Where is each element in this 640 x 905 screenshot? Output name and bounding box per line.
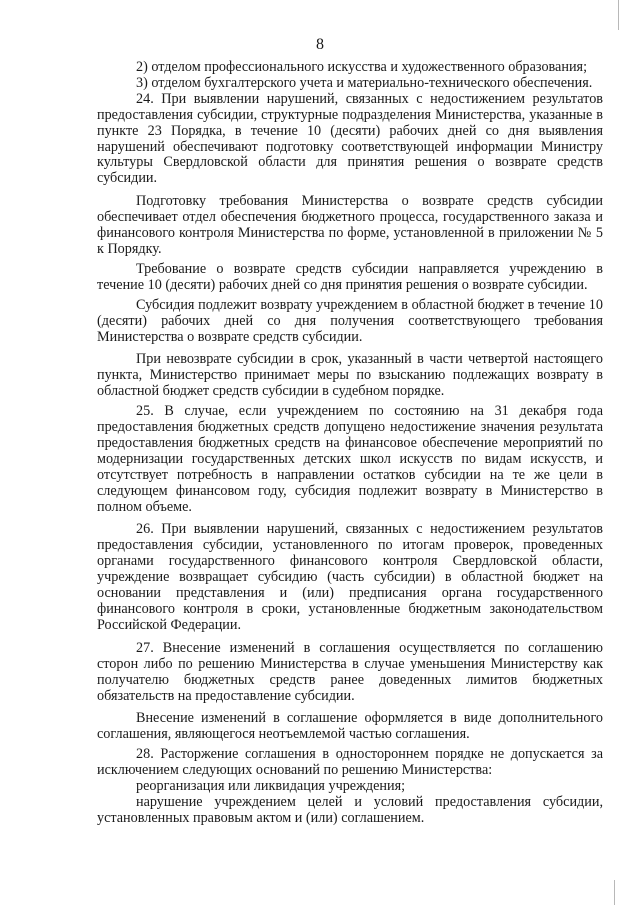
list-item: реорганизация или ликвидация учреждения;	[136, 778, 406, 795]
paragraph: Подготовку требования Министерства о возврате средств субсидии обеспечивает отдел обеспечения бюджетного процесса, государственного заказа и финансового контроля Министерства по форме, установленной в приложении № 5 к Порядку.	[97, 193, 603, 257]
clause-28: 28. Расторжение соглашения в одностороннем порядке не допускается за исключением следующих оснований по решению Министерства:	[97, 746, 603, 779]
clause-24: 24. При выявлении нарушений, связанных с недостижением результатов предоставления субсидии, структурные подразделения Министерства, указанные в пункте 23 Порядка, в течение 10 (десяти) рабочих дней со дня выявления нарушений обеспечивают подготовку соответствующей информации Министру культуры Свердловской области для принятия решения о возврате средств субсидии.	[97, 90, 603, 187]
document-body	[97, 60, 603, 827]
paragraph: Субсидия подлежит возврату учреждением в областной бюджет в течение 10 (десяти) рабочих дней со дня получения соответствующего требования Министерства о возврате средств субсидии.	[97, 296, 603, 345]
paragraph: Внесение изменений в соглашение оформляется в виде дополнительного соглашения, являющегося неотъемлемой частью соглашения.	[97, 710, 603, 743]
clause-25: 25. В случае, если учреждением по состоянию на 31 декабря года предоставления бюджетных средств допущено недостижение значения результата предоставления бюджетных средств на финансовое обеспечение мероприятий по модернизации государственных детских школ искусств по видам искусств, и отсутствует потребность в направлении остатков субсидии на те же цели в следующем финансовом году, субсидия подлежит возврату в Министерство в полном объеме.	[97, 403, 603, 515]
clause-27: 27. Внесение изменений в соглашения осуществляется по соглашению сторон либо по решению Министерства в случае уменьшения Министерству как получателю бюджетных средств ранее доведенных лимитов бюджетных обязательств на предоставление субсидии.	[97, 639, 603, 704]
clause-26: 26. При выявлении нарушений, связанных с недостижением результатов предоставления субсидии, установленного по итогам проверок, проведенных органами государственного финансового контроля Свердловской области, учреждение возвращает субсидию (часть субсидии) в областной бюджет на основании представления и (или) предписания органа государственного финансового контроля в сроки, установленные бюджетным законодательством Российской Федерации.	[97, 521, 603, 633]
list-item: нарушение учреждением целей и условий предоставления субсидии, установленных правовым актом и (или) соглашением.	[97, 793, 603, 826]
page-number: 8	[316, 36, 324, 53]
scan-edge-mark	[614, 880, 615, 905]
scan-edge-mark	[618, 0, 619, 30]
list-item-2: 2) отделом профессионального искусства и художественного образования;	[136, 59, 588, 75]
paragraph: При невозврате субсидии в срок, указанный в части четвертой настоящего пункта, Министерство принимает меры по взысканию подлежащих возврату в областной бюджет средств субсидии в судебном порядке.	[97, 351, 603, 400]
paragraph: Требование о возврате средств субсидии направляется учреждению в течение 10 (десяти) рабочих дней со дня принятия решения о возврате субсидии.	[97, 260, 603, 293]
list-item-3: 3) отделом бухгалтерского учета и материально-технического обеспечения.	[136, 74, 593, 91]
